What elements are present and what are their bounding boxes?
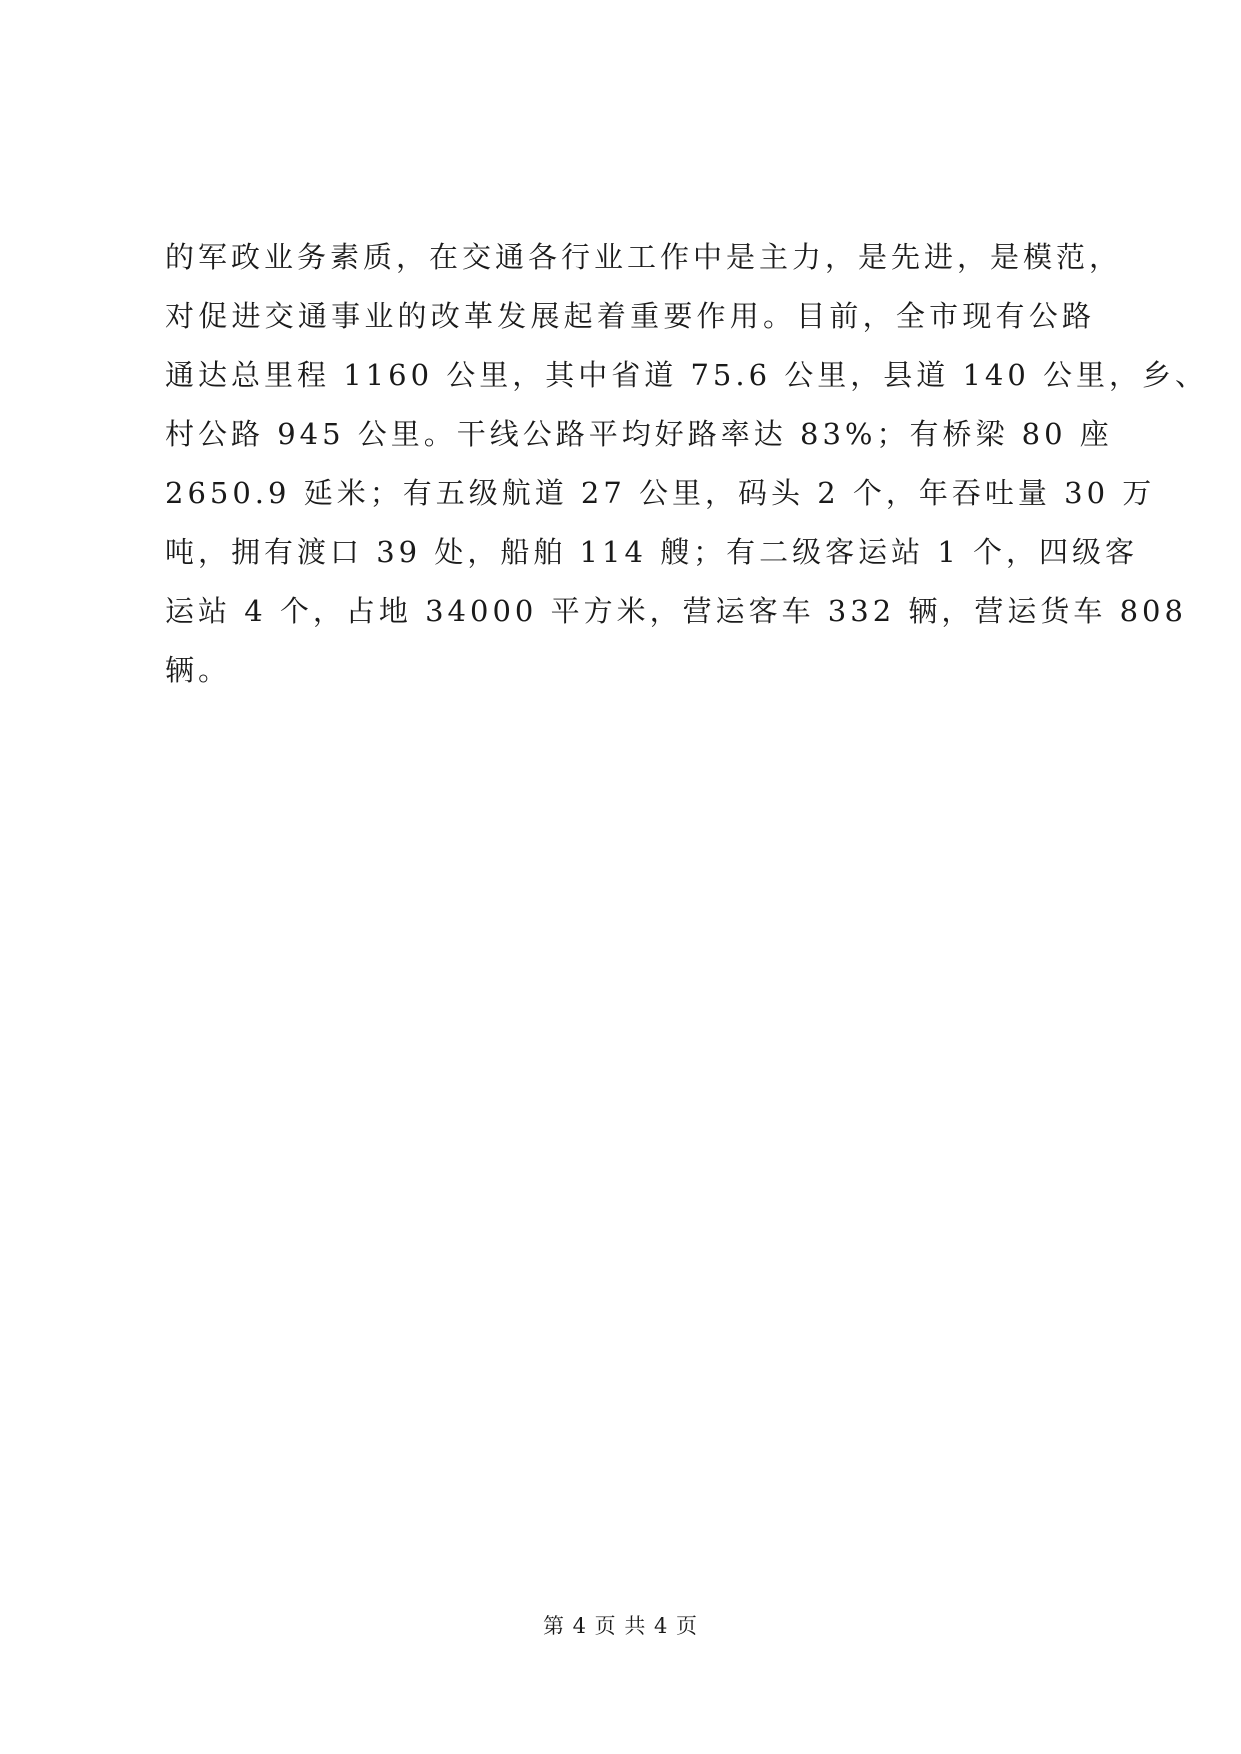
- page-number-footer: 第 4 页 共 4 页: [542, 1614, 699, 1638]
- paragraph-line: 的军政业务素质，在交通各行业工作中是主力，是先进，是模范，: [165, 240, 1123, 274]
- paragraph-line: 辆。: [165, 653, 232, 687]
- paragraph-line: 2650.9 延米；有五级航道 27 公里，码头 2 个，年吞吐量 30 万: [165, 476, 1156, 510]
- paragraph-line: 吨，拥有渡口 39 处，船舶 114 艘；有二级客运站 1 个，四级客: [165, 535, 1139, 569]
- paragraph-line: 对促进交通事业的改革发展起着重要作用。目前，全市现有公路: [165, 299, 1095, 333]
- paragraph-line: 村公路 945 公里。干线公路平均好路率达 83%；有桥梁 80 座: [165, 417, 1113, 451]
- paragraph-line: 通达总里程 1160 公里，其中省道 75.6 公里，县道 140 公里，乡、: [165, 358, 1209, 392]
- body-paragraph: [165, 228, 1209, 700]
- paragraph-line: 运站 4 个，占地 34000 平方米，营运客车 332 辆，营运货车 808: [165, 594, 1187, 628]
